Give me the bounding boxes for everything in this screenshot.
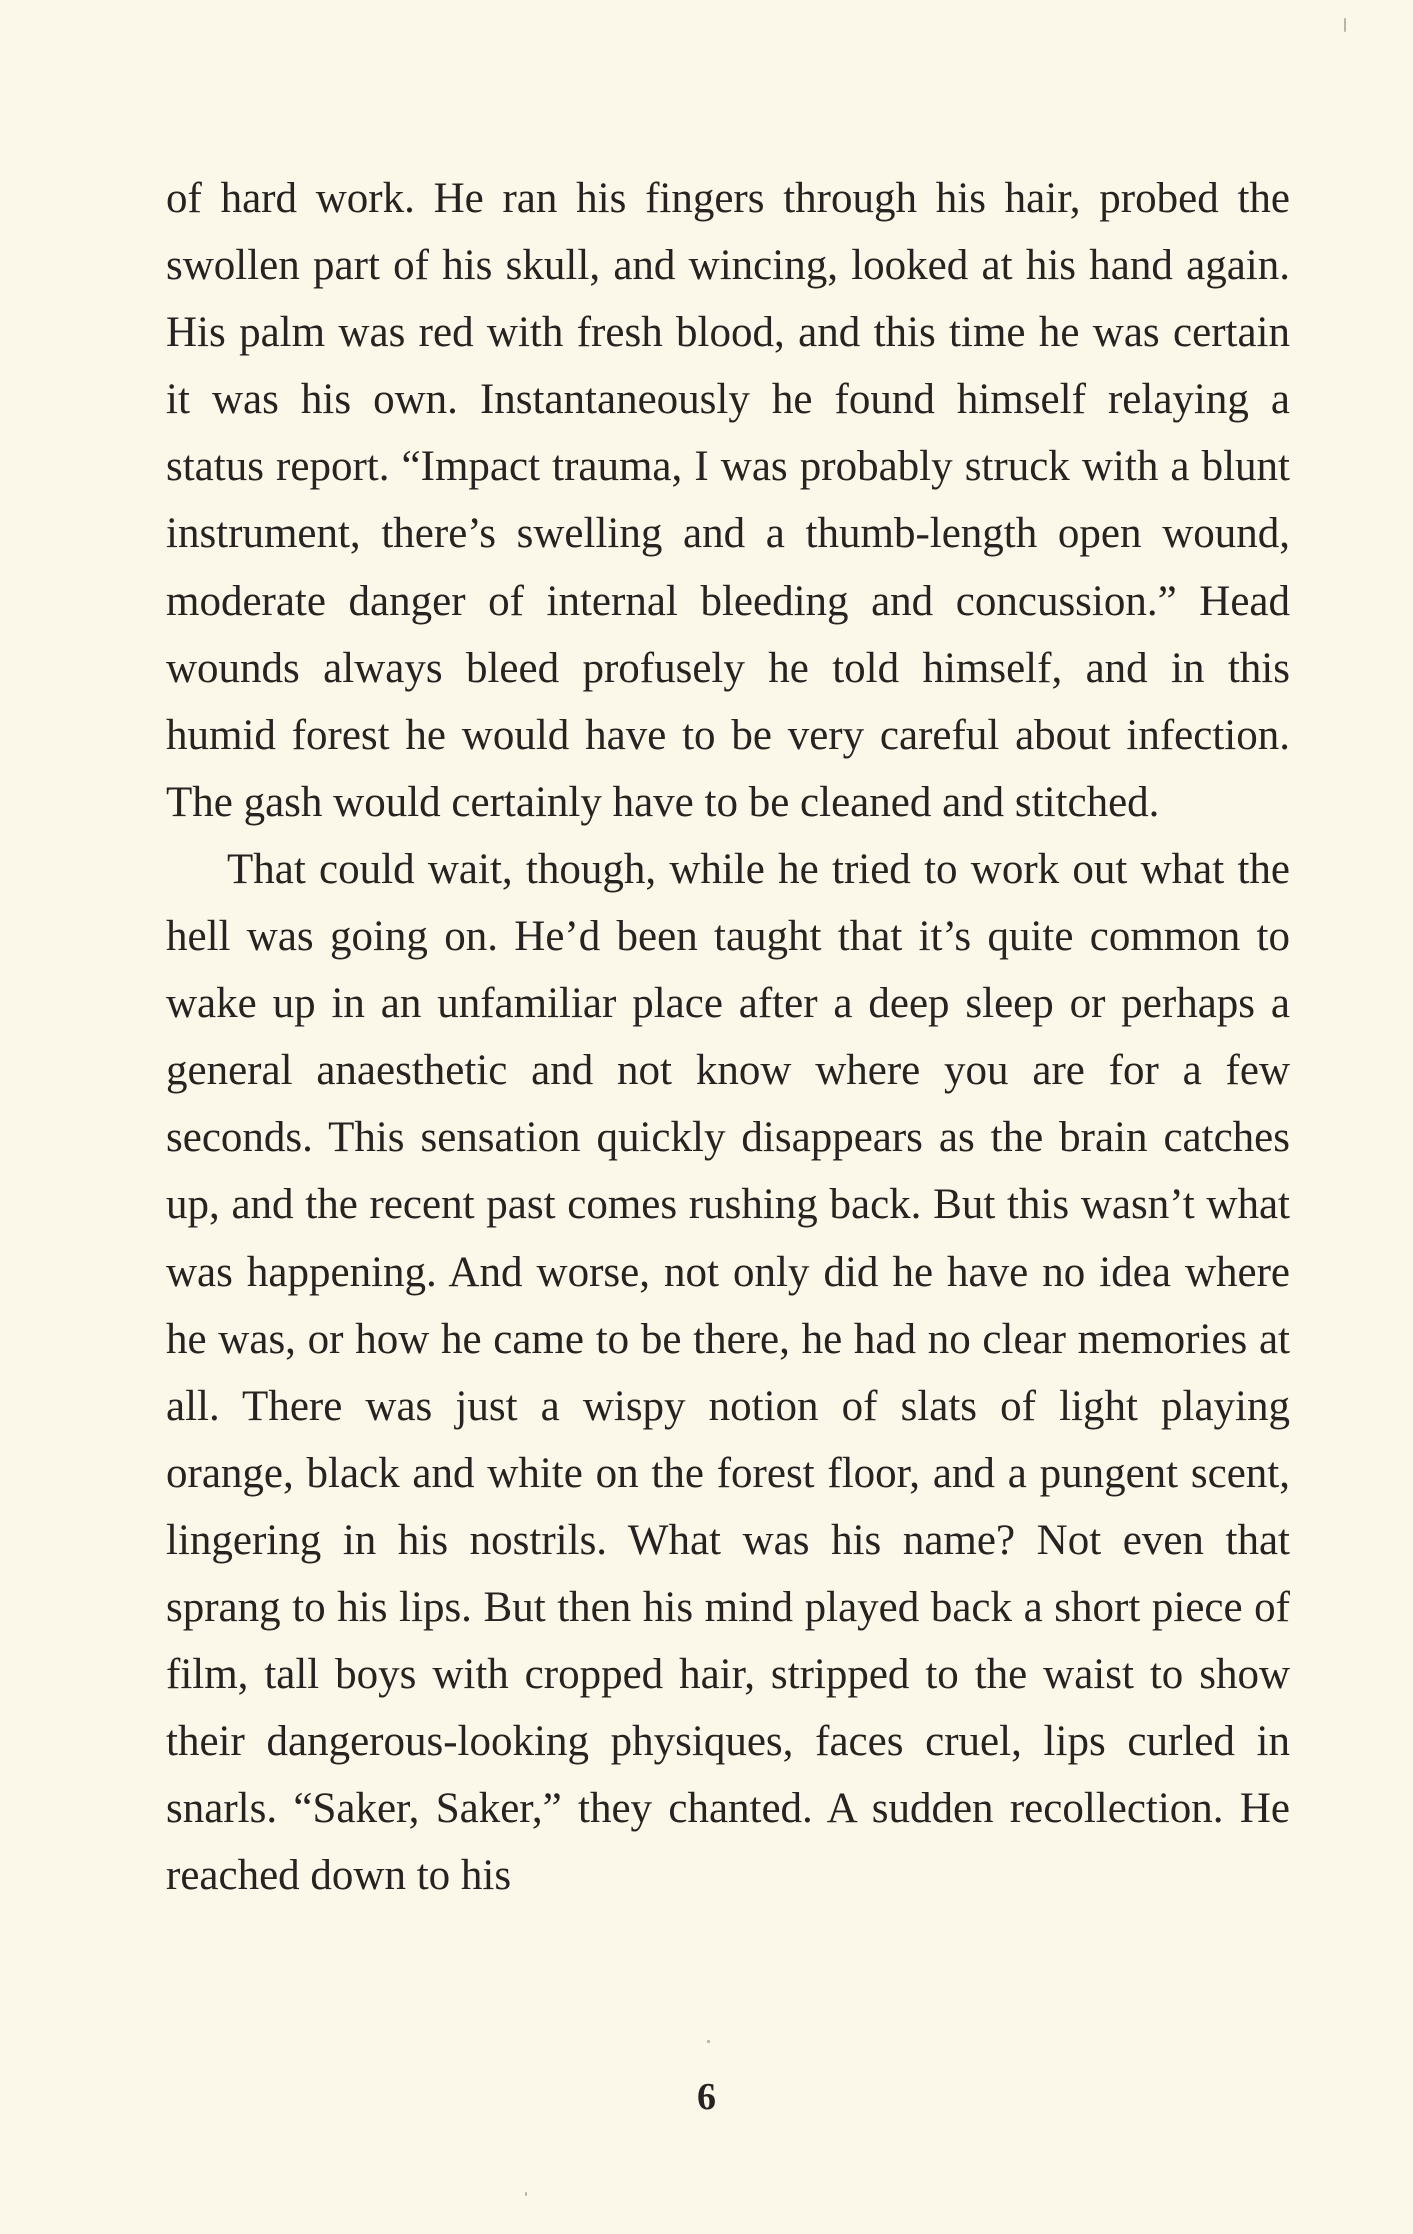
paper-speck [1344,18,1346,32]
paper-speck [707,2040,710,2043]
paragraph-1: of hard work. He ran his fingers through his hair, probed the swollen part of his skull, and wincing, looked at his hand again. His palm was red with fresh blood, and this time he was certain it was his own. Instantaneously he found himself relaying a status report. “Impact trauma, I was probably struck with a blunt instrument, there’s swelling and a thumb-length open wound, moderate danger of internal bleeding and concussion.” Head wounds always bleed profusely he told himself, and in this humid forest he would have to be very careful about infection. The gash would certainly have to be cleaned and stitched. [166,175,1290,826]
body-text [166,165,1290,1909]
paragraph-2: That could wait, though, while he tried to work out what the hell was going on. He’d been taught that it’s quite common to wake up in an unfamiliar place after a deep sleep or perhaps a general anaesthetic and not know where you are for a few seconds. This sensation quickly disappears as the brain catches up, and the recent past comes rushing back. But this wasn’t what was happening. And worse, not only did he have no idea where he was, or how he came to be there, he had no clear memories at all. There was just a wispy notion of slats of light playing orange, black and white on the forest floor, and a pungent scent, lingering in his nostrils. What was his name? Not even that sprang to his lips. But then his mind played back a short piece of film, tall boys with cropped hair, stripped to the waist to show their dangerous-looking physiques, faces cruel, lips curled in snarls. “Saker, Saker,” they chanted. A sudden recollection. He reached down to his [166,845,1290,1900]
page-number: 6 [697,2076,716,2118]
paper-speck [525,2192,527,2196]
